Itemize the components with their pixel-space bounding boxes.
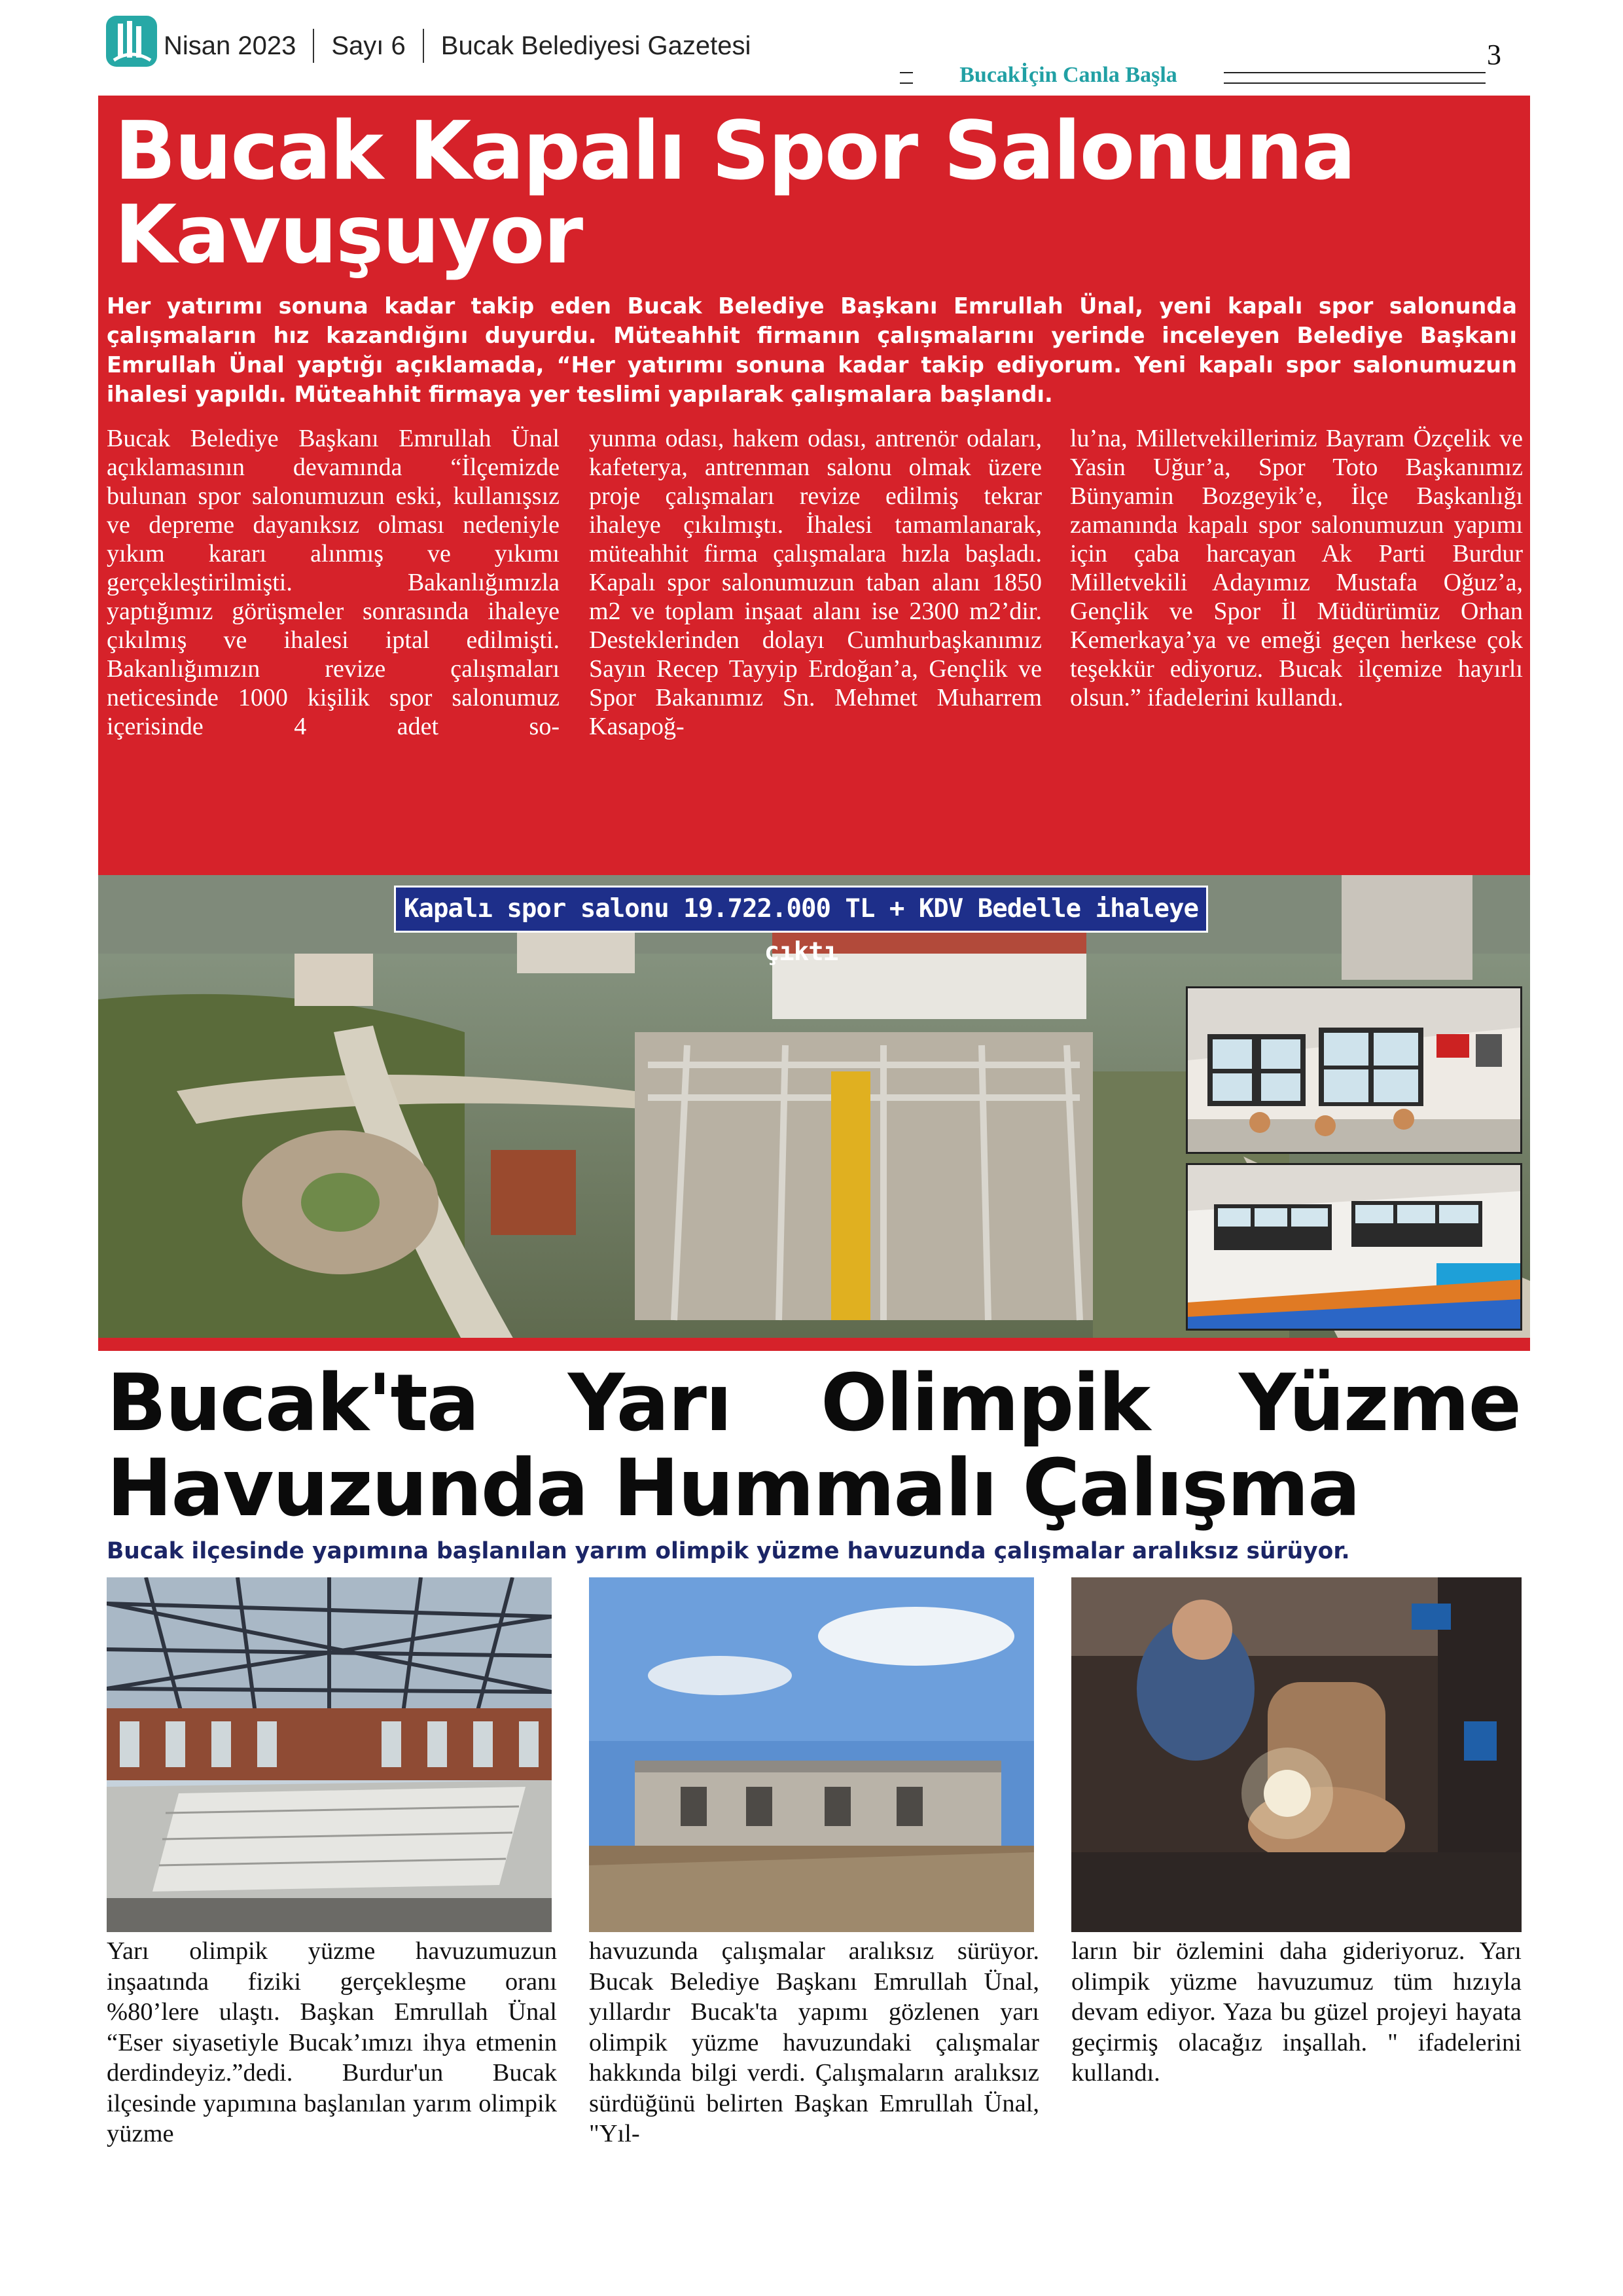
page-number: 3: [1487, 39, 1501, 71]
pool-construction-photo: [107, 1577, 552, 1932]
photo-caption: Kapalı spor salonu 19.722.000 TL + KDV Bedelle ihaleye çıktı: [394, 886, 1208, 933]
header-divider: [313, 29, 314, 63]
story2-title-line2: Havuzunda Hummalı Çalışma: [107, 1443, 1360, 1534]
story2-column-1: Yarı olimpik yüzme havuzumuzun inşaatında fiziki gerçekleşme oranı %80’lere ulaştı. Başkan Emrullah Ünal “Eser siyasetiyle Bucak’ımızı ihya etmenin derdindeyiz.”dedi. Burdur'un Bucak ilçesinde yapımına başlanılan yarım olimpik yüzme: [107, 1937, 557, 2147]
header-divider: [423, 29, 424, 63]
welding-worker-photo: [1071, 1577, 1522, 1932]
story2-column-2: havuzunda çalışmalar aralıksız sürüyor. Bucak Belediye Başkanı Emrullah Ünal, yıllardır Bucak'ta yapımı gözlenen yarı olimpik yüzme havuzundaki çalışmalar hakkında bilgi verdi. Çalışmaların aralıksız sürdüğünü belirten Başkan Emrullah Ünal, "Yıl-: [589, 1937, 1039, 2147]
story1-title: Bucak Kapalı Spor Salonuna Kavuşuyor: [115, 105, 1355, 282]
gym-interior-render-1: [1188, 988, 1520, 1152]
story1-column-1: Bucak Belediye Başkanı Emrullah Ünal açıklamasının devamında “İlçemizde bulunan spor salonumuzun eski, kullanışsız ve depreme dayanıksız olması nedeniyle yıkım kararı alınmış ve yıkımı gerçekleştirilmişti. Bakanlığımızla yaptığımız görüşmeler sonrasında ihaleye çıkılmış ve ihalesi iptal edilmişti. Bakanlığımızın revize çalışmaları neticesinde 1000 kişilik spor salonumuz içerisinde 4 adet so-: [107, 425, 560, 740]
story2-column-3: ların bir özlemini daha gideriyoruz. Yarı olimpik yüzme havuzumuz tüm hızıyla devam ediyor. Yaza bu güzel projeyi hayata geçirmiş olacağız inşallah. " ifadelerini kullandı.: [1071, 1937, 1522, 2087]
story1-column-2: yunma odası, hakem odası, antrenör odaları, kafeterya, antrenman salonu olmak üzere proje çalışmaları revize edilmiş tekrar ihaleye çıkılmıştı. İhalesi tamamlanarak, müteahhit firma çalışmalara hızla başladı. Kapalı spor salonumuzun taban alanı 1850 m2 ve toplam inşaat alanı ise 2300 m2’dir. Desteklerinden dolayı Cumhurbaşkanımız Sayın Recep Tayyip Erdoğan’a, Gençlik ve Spor Bakanımız Sn. Mehmet Muharrem Kasapoğ-: [589, 425, 1042, 740]
story1-bottom-band: [98, 1338, 1530, 1351]
slogan-rule-left: [900, 72, 913, 84]
story1-column-3: lu’na, Milletvekillerimiz Bayram Özçelik ve Yasin Uğur’a, Spor Toto Başkanımız Bünyamin Bozgeyik’e, İlçe Başkanlığı zamanında kapalı spor salonumuzun yapımı için çaba harcayan Ak Parti Burdur Milletvekili Adayımız Mustafa Oğuz’a, Gençlik ve Spor İl Müdürümüz Orhan Kemerkaya’ya ve emeği geçen herkese çok teşekkür ediyoruz. Bucak ilçemize hayırlı olsun.” ifadelerini kullandı.: [1070, 425, 1523, 711]
header-meta: [164, 26, 751, 65]
slogan: Bucakİçin Canla Başla: [959, 63, 1177, 87]
gym-interior-render-2: [1188, 1165, 1520, 1329]
slogan-rule-right: [1224, 72, 1486, 84]
publication-name: Bucak Belediyesi Gazetesi: [440, 31, 751, 60]
bucak-logo-icon: [105, 14, 158, 68]
story2-title: [107, 1358, 1520, 1534]
issue-number: Sayı 6: [331, 31, 406, 60]
story1-lead: Her yatırımı sonuna kadar takip eden Bucak Belediye Başkanı Emrullah Ünal, yeni kapalı spor salonunda çalışmaların hız kazandığını duyurdu. Müteahhit firmanın çalışmalarını yerinde inceleyen Belediye Başkanı Emrullah Ünal yaptığı açıklamada, “Her yatırımı sonuna kadar takip ediyorum. Yeni kapalı spor salonumuzun ihalesi yapıldı. Müteahhit firmaya yer teslimi yapılarak çalışmalara başlandı.: [107, 293, 1517, 407]
issue-date: Nisan 2023: [164, 31, 296, 60]
story2-title-line1: Bucak'ta Yarı Olimpik Yüzme: [107, 1358, 1520, 1449]
pool-building-exterior-photo: [589, 1577, 1034, 1932]
story2-lead: Bucak ilçesinde yapımına başlanılan yarım olimpik yüzme havuzunda çalışmalar aralıksız sürüyor.: [107, 1538, 1350, 1564]
